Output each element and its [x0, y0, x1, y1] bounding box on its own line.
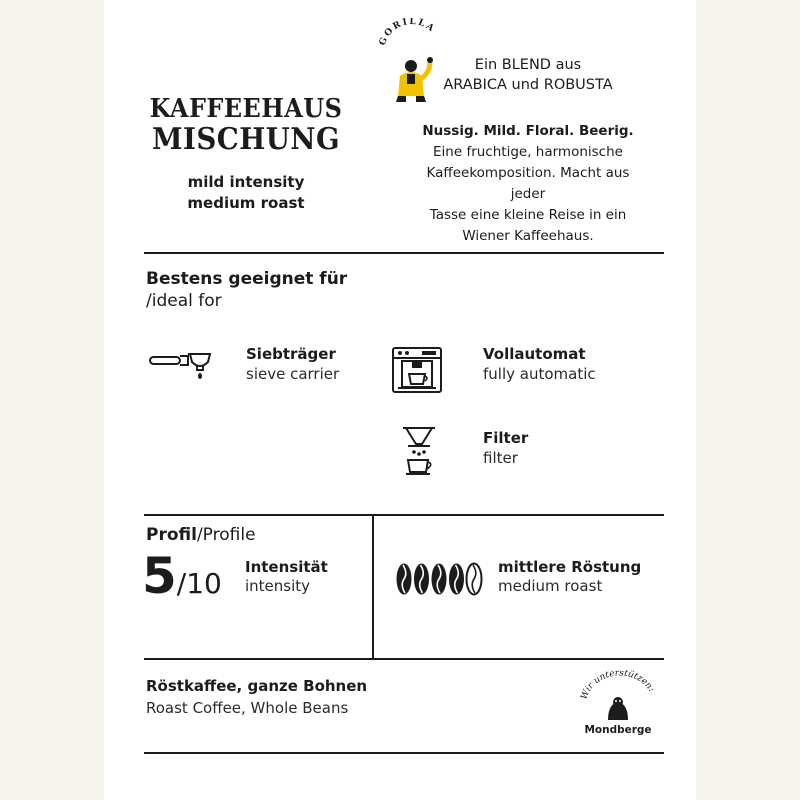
- method-label: Vollautomat: [483, 345, 586, 363]
- product-card: [104, 0, 696, 800]
- roast-label-en: medium roast: [498, 577, 603, 595]
- coffee-type: [146, 675, 367, 719]
- divider-footer: [144, 752, 664, 754]
- intensity-label-en: intensity: [245, 577, 311, 595]
- svg-text:Mondberge: Mondberge: [584, 724, 652, 736]
- portafilter-icon: [148, 348, 214, 388]
- blend-line1: Ein BLEND aus: [474, 57, 582, 73]
- suitable-heading: [146, 268, 347, 312]
- intensity-value: 5: [142, 547, 177, 605]
- blend-desc-4: Wiener Kaffeehaus.: [462, 228, 594, 244]
- method-label: Filter: [483, 429, 529, 447]
- blend-description: [410, 121, 646, 247]
- method-label-en: fully automatic: [483, 365, 596, 383]
- mondberge-badge-icon: [570, 662, 666, 742]
- method-label-en: sieve carrier: [246, 365, 340, 383]
- roast-label-group: [498, 558, 641, 596]
- blend-line2: ARABICA und ROBUSTA: [443, 77, 613, 93]
- blend-tagline: Nussig. Mild. Floral. Beerig.: [422, 123, 634, 139]
- product-title: [145, 94, 347, 156]
- coffee-bean-filled-icon: [432, 564, 447, 595]
- profile-heading-de: Profil: [146, 525, 197, 545]
- coffee-type-de: Röstkaffee, ganze Bohnen: [146, 677, 368, 695]
- blend-desc-3: Tasse eine kleine Reise in ein: [429, 207, 627, 223]
- divider-middle: [144, 514, 664, 516]
- coffee-type-en: Roast Coffee, Whole Beans: [146, 699, 349, 717]
- pour-over-filter-icon: [402, 424, 436, 476]
- support-badge: [570, 662, 666, 742]
- method-label: Siebträger: [246, 345, 336, 363]
- svg-text:GORILLA: GORILLA: [377, 18, 438, 48]
- blend-desc-2: Kaffeekomposition. Macht aus jeder: [426, 165, 630, 202]
- coffee-bean-filled-icon: [414, 564, 429, 595]
- suitable-heading-de: Bestens geeignet für: [146, 269, 348, 289]
- product-title-line1: KAFFEEHAUS: [149, 94, 343, 124]
- intensity-score: [142, 548, 222, 612]
- divider-vertical: [372, 514, 374, 658]
- product-title-line2: MISCHUNG: [152, 122, 340, 157]
- method-label-en: filter: [483, 449, 518, 467]
- coffee-bean-filled-icon: [397, 564, 412, 595]
- intensity-descriptor: mild intensity: [187, 173, 305, 191]
- profile-heading-en: /Profile: [196, 525, 256, 545]
- suitable-heading-en: /ideal for: [146, 291, 222, 311]
- coffee-bean-filled-icon: [449, 564, 464, 595]
- coffee-bean-outline-icon: [467, 564, 482, 595]
- roast-level-beans: [396, 562, 484, 598]
- profile-heading: [146, 524, 256, 546]
- coffee-machine-icon: [392, 346, 442, 394]
- product-descriptors: [146, 172, 346, 214]
- intensity-scale: /10: [176, 567, 222, 600]
- intensity-label-group: [245, 558, 328, 596]
- divider-bottom: [144, 658, 664, 660]
- blend-desc-1: Eine fruchtige, harmonische: [433, 144, 623, 160]
- divider-top: [144, 252, 664, 254]
- roast-descriptor: medium roast: [187, 194, 305, 212]
- roast-label: mittlere Röstung: [498, 558, 642, 576]
- intensity-label: Intensität: [245, 558, 328, 576]
- blend-info: [420, 55, 636, 95]
- svg-text:Wir unterstützen:: Wir unterstützen:: [579, 668, 657, 702]
